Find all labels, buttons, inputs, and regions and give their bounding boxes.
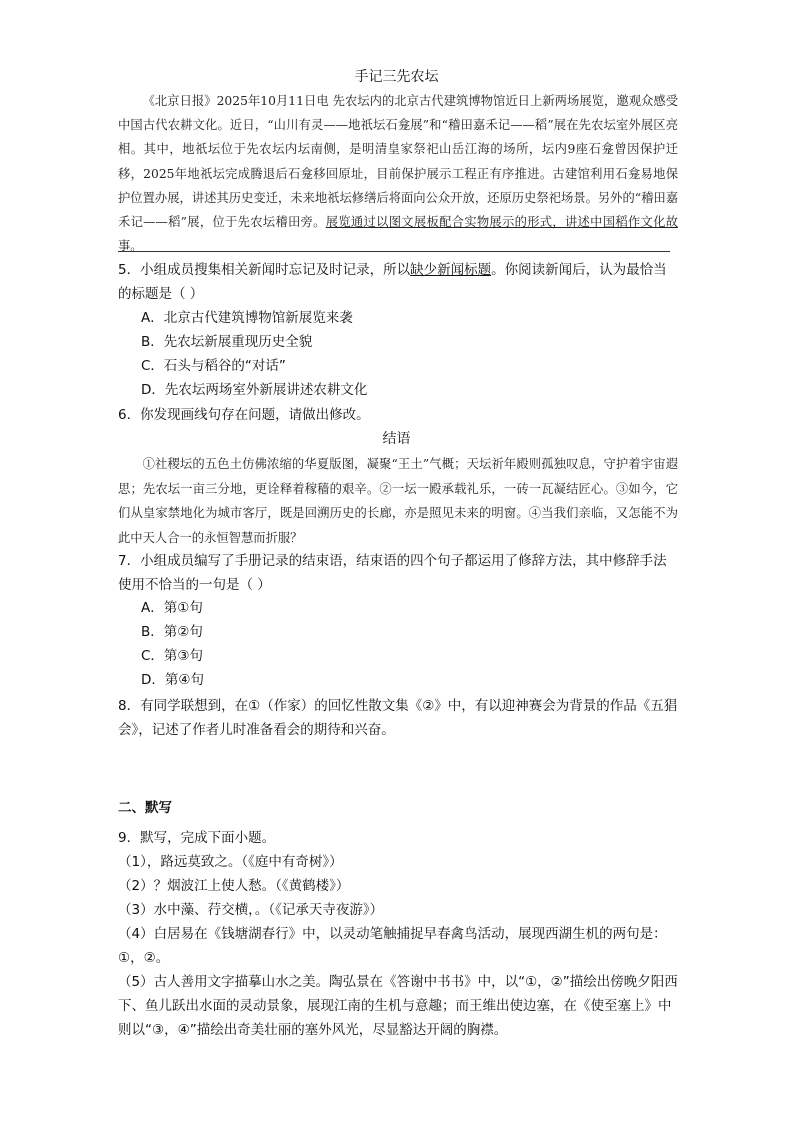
question-stem: 7．小组成员编写了手册记录的结束语，结束语的四个句子都运用了修辞方法，其中修辞手法使用不恰当的一句是（ ） <box>118 553 667 593</box>
news-text: 《北京日报》2025年10月11日电 先农坛内的北京古代建筑博物馆近日上新两场展览，邀观众感受中国古代农耕文化。近日，“山川有灵——地祇坛石龛展”和“稽田嘉禾记——稻”展在先农坛室外展区亮相。其中，地祇坛位于先农坛内坛南侧，是明清皇家祭祀山岳江海的场所，坛内9座石龛曾因保护迁移，2025年地祇坛完成腾退后石龛移回原址，目前保护展示工程正有序推进。古建馆利用石龛易地保护位置办展，讲述其历史变迁，未来地祇坛修缮后将面向公众开放，还原历史祭祀场景。另外的“稽田嘉禾记——稻”展，位于先农坛稽田旁。 <box>118 94 678 230</box>
question-stem: 8．有同学联想到，在①（作家）的回忆性散文集《②》中，有以迎神赛会为背景的作品《五猖会》，记述了作者儿时准备看会的期待和兴奋。 <box>118 698 678 738</box>
question-6: 6．你发现画线句存在问题，请做出修改。 <box>118 407 370 423</box>
option-a: A．第①句 <box>141 600 203 616</box>
ending-text <box>118 452 678 550</box>
ending-title: 结语 <box>382 431 411 447</box>
option-b: B．第②句 <box>141 624 203 640</box>
underlined-sentence: 展览通过以图文展板配合实物展示的形式，讲述中国稻作文化故事。 <box>118 215 678 254</box>
question-9 <box>118 826 678 1042</box>
question-8 <box>118 694 678 742</box>
sub-question: （1），路远莫致之。（《庭中有奇树》） <box>118 854 343 870</box>
sub-question: （2）？烟波江上使人愁。（《黄鹤楼》） <box>118 878 350 894</box>
option-c: C．石头与稻谷的“对话” <box>141 358 286 374</box>
underlined-phrase: 缺少新闻标题 <box>410 262 492 278</box>
part-title: 二、默写 <box>118 800 172 816</box>
divider <box>118 251 670 252</box>
question-stem: 5．小组成员搜集相关新闻时忘记及时记录，所以 <box>118 262 411 278</box>
question-5 <box>118 258 678 306</box>
option-c: C．第③句 <box>141 648 204 664</box>
news-article <box>118 89 678 258</box>
sub-question: （5）古人善用文字描摹山水之美。陶弘景在《答谢中书书》中，以“①，②”描绘出傍晚夕阳西下、鱼儿跃出水面的灵动景象，展现江南的生机与意趣；而王维出使边塞，在《使至塞上》中则以“③，④”描绘出奇美壮丽的塞外风光，尽显豁达开阔的胸襟。 <box>118 974 678 1038</box>
ending-paragraph: ①社稷坛的五色土仿佛浓缩的华夏版图，凝聚“王土”气概；天坛祈年殿则孤独叹息，守护着宇宙遐思；先农坛一亩三分地，更诠释着稼穑的艰辛。②一坛一殿承载礼乐，一砖一瓦凝结匠心。③如今，它们从皇家禁地化为城市客厅，既是回溯历史的长廊，亦是照见未来的明窗。④当我们亲临，又怎能不为此中天人合一的永恒智慧而折服？ <box>118 457 678 545</box>
sub-question: （3）水中藻、荇交横，。（《记承天寺夜游》） <box>118 902 384 918</box>
question-stem: 。你阅读新闻后，认为最恰当的标题是（ ） <box>118 262 667 302</box>
sub-question: （4）白居易在《钱塘湖春行》中，以灵动笔触捕捉早春禽鸟活动，展现西湖生机的两句是：①，②。 <box>118 926 667 966</box>
section-title: 手记三先农坛 <box>354 69 439 85</box>
option-a: A．北京古代建筑博物馆新展览来袭 <box>141 310 353 326</box>
option-b: B．先农坛新展重现历史全貌 <box>141 334 313 350</box>
question-stem: 9．默写，完成下面小题。 <box>118 830 276 846</box>
option-d: D．先农坛两场室外新展讲述农耕文化 <box>141 382 368 398</box>
option-d: D．第④句 <box>141 672 204 688</box>
question-7 <box>118 549 678 597</box>
